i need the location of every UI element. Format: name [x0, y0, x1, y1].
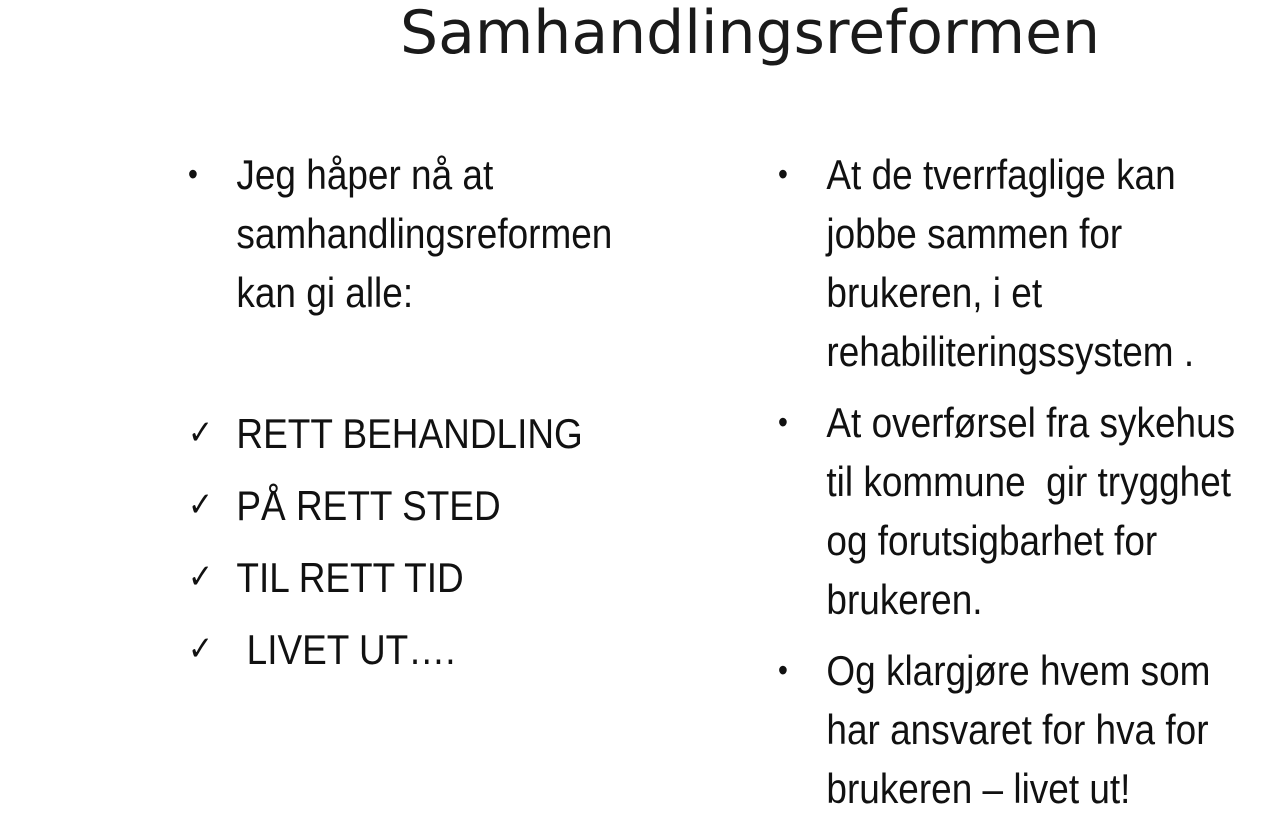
bullet-icon: •: [778, 652, 788, 688]
right-bullet-text: [826, 641, 1279, 818]
intro-text: [236, 145, 645, 322]
right-bullet-text: [826, 145, 1279, 381]
bullet-line: til kommune gir trygghet: [826, 458, 1232, 505]
intro-bullet: [188, 145, 646, 322]
checklist: [188, 404, 646, 692]
bullet-line: brukeren – livet ut!: [826, 765, 1131, 812]
checklist-item-label: PÅ RETT STED: [236, 482, 501, 529]
checklist-item: [188, 476, 646, 548]
checkmark-icon: ✓: [188, 413, 214, 453]
bullet-line: og forutsigbarhet for: [826, 517, 1158, 564]
intro-line: kan gi alle:: [236, 269, 414, 316]
bullet-line: Og klargjøre hvem som: [826, 647, 1211, 694]
checklist-item: [188, 548, 646, 620]
right-bullet-text: [826, 393, 1279, 629]
checklist-item: [188, 620, 646, 692]
bullet-line: brukeren, i et: [826, 269, 1043, 316]
checkmark-icon: ✓: [188, 557, 214, 597]
right-bullet: [778, 393, 1279, 629]
bullet-icon: •: [778, 156, 788, 192]
bullet-line: At overførsel fra sykehus: [826, 399, 1236, 446]
checkmark-icon: ✓: [188, 629, 214, 669]
checklist-item: [188, 404, 646, 476]
bullet-icon: •: [778, 404, 788, 440]
bullet-line: har ansvaret for hva for: [826, 706, 1209, 753]
left-column: [188, 145, 646, 692]
right-bullet: [778, 145, 1279, 381]
bullet-line: At de tverrfaglige kan: [826, 151, 1176, 198]
right-bullet: [778, 641, 1279, 818]
bullet-line: rehabiliteringssystem .: [826, 328, 1195, 375]
checkmark-icon: ✓: [188, 485, 214, 525]
bullet-line: jobbe sammen for: [826, 210, 1123, 257]
intro-line: samhandlingsreformen: [236, 210, 613, 257]
intro-line: Jeg håper nå at: [236, 151, 494, 198]
checklist-item-label: RETT BEHANDLING: [236, 410, 583, 457]
slide-title: Samhandlingsreformen: [399, 0, 1101, 68]
bullet-line: brukeren.: [826, 576, 983, 623]
right-column: [778, 145, 1279, 830]
checklist-item-label: TIL RETT TID: [236, 554, 464, 601]
checklist-item-label: LIVET UT….: [236, 626, 456, 673]
bullet-icon: •: [188, 156, 198, 192]
